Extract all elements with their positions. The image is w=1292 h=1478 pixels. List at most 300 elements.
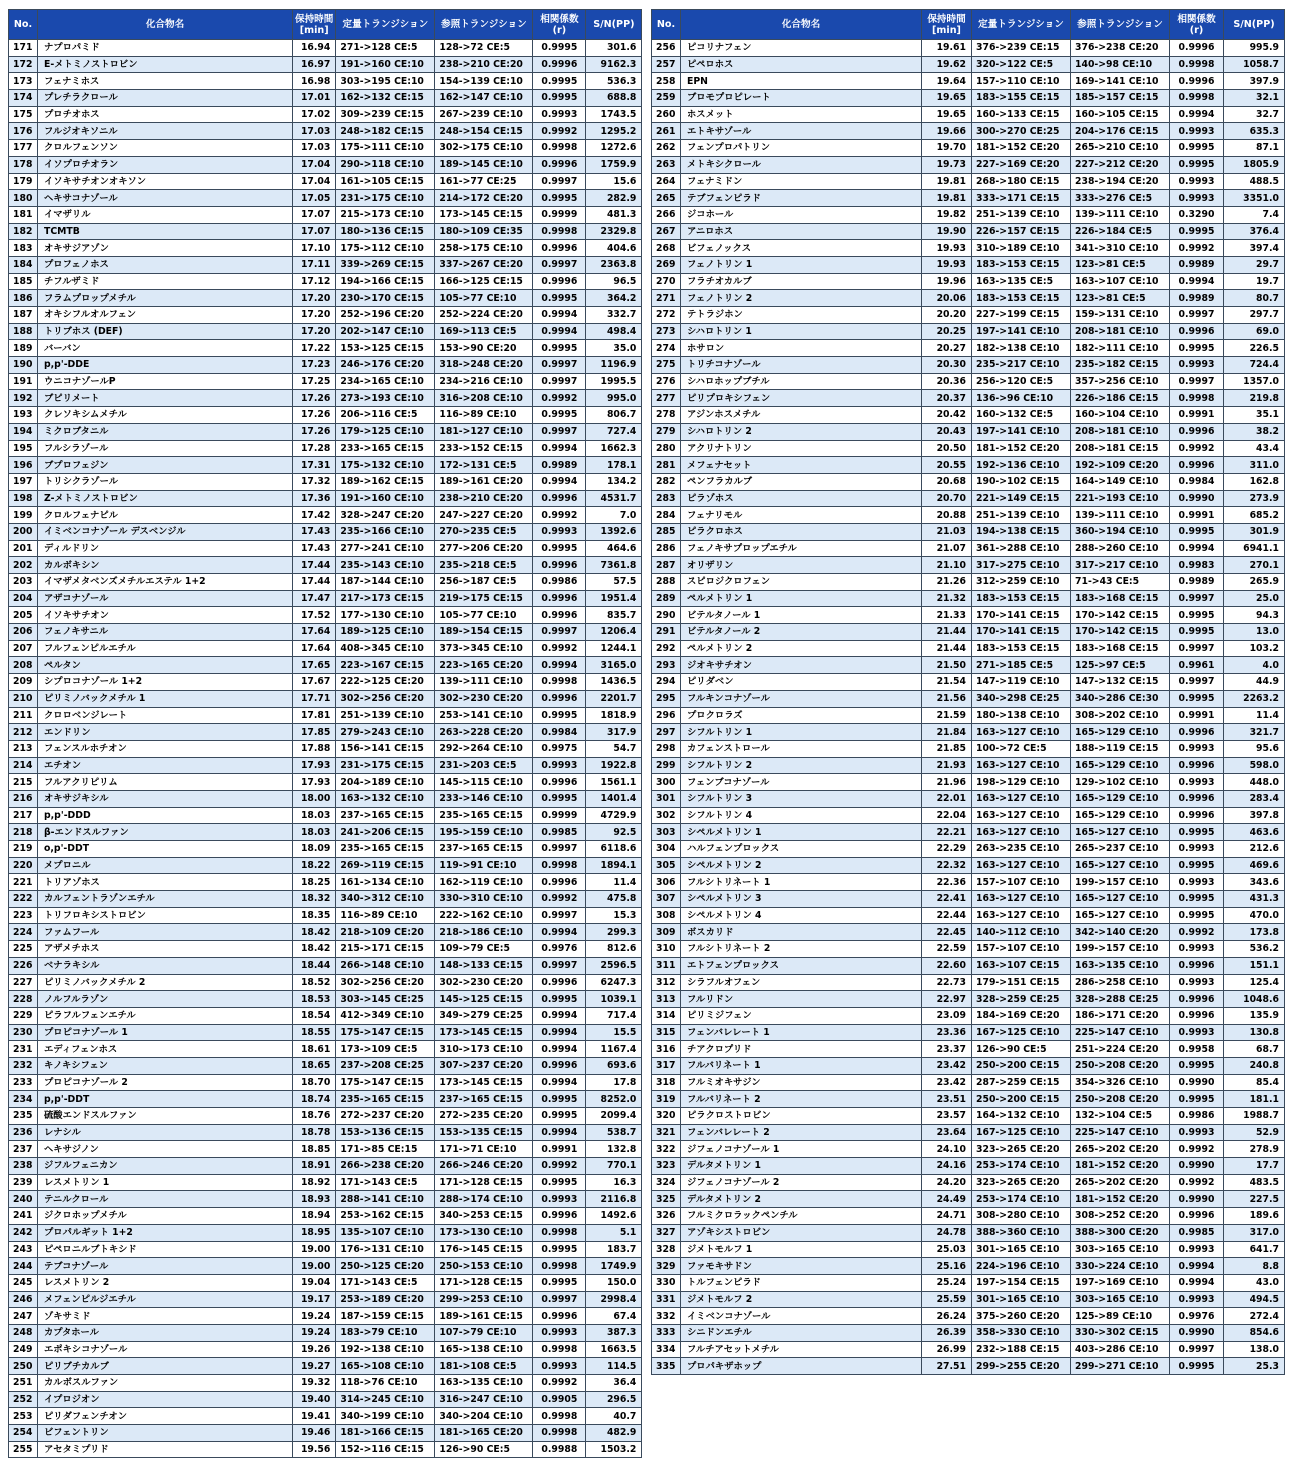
quant-transition: 135->107 CE:10 <box>336 1224 435 1241</box>
row-number: 264 <box>652 173 681 190</box>
correlation-coefficient: 0.9995 <box>533 407 586 424</box>
ref-transition: 272->235 CE:20 <box>435 1108 533 1125</box>
table-row <box>652 390 1285 407</box>
retention-time: 19.65 <box>922 90 972 107</box>
compound-name: ボスカリド <box>681 924 922 941</box>
quant-transition: 204->189 CE:10 <box>336 774 435 791</box>
correlation-coefficient: 0.9905 <box>533 1391 586 1408</box>
retention-time: 20.27 <box>922 340 972 357</box>
correlation-coefficient: 0.9997 <box>533 256 586 273</box>
quant-transition: 235->165 CE:15 <box>336 1091 435 1108</box>
row-number: 208 <box>9 657 38 674</box>
quant-transition: 333->171 CE:15 <box>972 190 1071 207</box>
retention-time: 19.04 <box>293 1274 336 1291</box>
table-row <box>652 156 1285 173</box>
retention-time: 17.01 <box>293 90 336 107</box>
correlation-coefficient: 0.9993 <box>533 523 586 540</box>
compound-name: プロチオホス <box>38 106 293 123</box>
table-row <box>9 523 642 540</box>
row-number: 199 <box>9 507 38 524</box>
correlation-coefficient: 0.9995 <box>533 1091 586 1108</box>
table-row <box>652 56 1285 73</box>
row-number: 177 <box>9 140 38 157</box>
row-number: 323 <box>652 1158 681 1175</box>
ref-transition: 139->111 CE:10 <box>1071 206 1170 223</box>
retention-time: 22.41 <box>922 891 972 908</box>
signal-to-noise: 463.6 <box>1224 824 1285 841</box>
row-number: 283 <box>652 490 681 507</box>
retention-time: 19.64 <box>922 73 972 90</box>
quant-transition: 171->85 CE:15 <box>336 1141 435 1158</box>
ref-transition: 153->135 CE:15 <box>435 1124 533 1141</box>
table-row <box>9 106 642 123</box>
retention-time: 23.51 <box>922 1091 972 1108</box>
table-row <box>652 807 1285 824</box>
signal-to-noise: 2099.4 <box>586 1108 642 1125</box>
quant-transition: 303->195 CE:10 <box>336 73 435 90</box>
compound-name: ビテルタノール 2 <box>681 624 922 641</box>
row-number: 220 <box>9 857 38 874</box>
compound-name: ジクロホップメチル <box>38 1208 293 1225</box>
quant-transition: 187->159 CE:15 <box>336 1308 435 1325</box>
row-number: 320 <box>652 1108 681 1125</box>
header-corr-line2: (r) <box>552 24 567 36</box>
quant-transition: 163->127 CE:10 <box>972 790 1071 807</box>
retention-time: 19.90 <box>922 223 972 240</box>
compound-name: エトキサゾール <box>681 123 922 140</box>
correlation-coefficient: 0.9995 <box>1170 1057 1224 1074</box>
correlation-coefficient: 0.9995 <box>533 1174 586 1191</box>
retention-time: 25.03 <box>922 1241 972 1258</box>
correlation-coefficient: 0.9996 <box>533 240 586 257</box>
ref-transition: 208->181 CE:10 <box>1071 423 1170 440</box>
correlation-coefficient: 0.9997 <box>533 357 586 374</box>
row-number: 214 <box>9 757 38 774</box>
row-number: 244 <box>9 1258 38 1275</box>
row-number: 195 <box>9 440 38 457</box>
header-rt-line2: [min] <box>932 24 961 36</box>
correlation-coefficient: 0.9995 <box>1170 523 1224 540</box>
row-number: 228 <box>9 991 38 1008</box>
table-row <box>9 607 642 624</box>
ref-transition: 169->141 CE:10 <box>1071 73 1170 90</box>
signal-to-noise: 297.7 <box>1224 307 1285 324</box>
correlation-coefficient: 0.9995 <box>1170 824 1224 841</box>
ref-transition: 165->127 CE:10 <box>1071 907 1170 924</box>
row-number: 171 <box>9 40 38 57</box>
table-row <box>9 1358 642 1375</box>
ref-transition: 288->174 CE:10 <box>435 1191 533 1208</box>
compound-name: フルリドン <box>681 991 922 1008</box>
row-number: 186 <box>9 290 38 307</box>
quant-transition: 100->72 CE:5 <box>972 740 1071 757</box>
header-corr-line2: (r) <box>1189 24 1204 36</box>
retention-time: 19.17 <box>293 1291 336 1308</box>
compound-name: フラムプロップメチル <box>38 290 293 307</box>
row-number: 305 <box>652 857 681 874</box>
signal-to-noise: 32.1 <box>1224 90 1285 107</box>
ref-transition: 265->202 CE:20 <box>1071 1141 1170 1158</box>
compound-name: クロルフェナピル <box>38 507 293 524</box>
signal-to-noise: 272.4 <box>1224 1308 1285 1325</box>
retention-time: 18.70 <box>293 1074 336 1091</box>
compound-name: メフェナセット <box>681 457 922 474</box>
table-row <box>9 1007 642 1024</box>
signal-to-noise: 240.8 <box>1224 1057 1285 1074</box>
ref-transition: 310->173 CE:10 <box>435 1041 533 1058</box>
retention-time: 18.85 <box>293 1141 336 1158</box>
quant-transition: 191->160 CE:10 <box>336 490 435 507</box>
table-row <box>9 73 642 90</box>
retention-time: 20.43 <box>922 423 972 440</box>
quant-transition: 180->138 CE:10 <box>972 707 1071 724</box>
table-row <box>9 724 642 741</box>
table-row <box>9 240 642 257</box>
row-number: 225 <box>9 941 38 958</box>
retention-time: 17.07 <box>293 223 336 240</box>
quant-transition: 235->165 CE:15 <box>336 841 435 858</box>
correlation-coefficient: 0.9995 <box>533 540 586 557</box>
compound-name: チフルザミド <box>38 273 293 290</box>
table-body-right <box>652 40 1285 1375</box>
correlation-coefficient: 0.9998 <box>533 1258 586 1275</box>
signal-to-noise: 641.7 <box>1224 1241 1285 1258</box>
signal-to-noise: 282.9 <box>586 190 642 207</box>
retention-time: 17.11 <box>293 256 336 273</box>
ref-transition: 197->169 CE:10 <box>1071 1274 1170 1291</box>
row-number: 245 <box>9 1274 38 1291</box>
table-row <box>9 440 642 457</box>
signal-to-noise: 19.7 <box>1224 273 1285 290</box>
table-row <box>9 1274 642 1291</box>
compound-name: レスメトリン 2 <box>38 1274 293 1291</box>
row-number: 193 <box>9 407 38 424</box>
retention-time: 19.24 <box>293 1324 336 1341</box>
table-row <box>652 557 1285 574</box>
ref-transition: 238->210 CE:20 <box>435 490 533 507</box>
retention-time: 23.37 <box>922 1041 972 1058</box>
signal-to-noise: 94.3 <box>1224 607 1285 624</box>
table-row <box>9 574 642 591</box>
compound-name: ホサロン <box>681 340 922 357</box>
table-row <box>9 774 642 791</box>
row-number: 185 <box>9 273 38 290</box>
table-row <box>652 1124 1285 1141</box>
ref-transition: 316->247 CE:10 <box>435 1391 533 1408</box>
ref-transition: 171->71 CE:10 <box>435 1141 533 1158</box>
signal-to-noise: 87.1 <box>1224 140 1285 157</box>
compound-name: エポキシコナゾール <box>38 1341 293 1358</box>
quant-transition: 206->116 CE:5 <box>336 407 435 424</box>
row-number: 204 <box>9 590 38 607</box>
quant-transition: 226->157 CE:15 <box>972 223 1071 240</box>
row-number: 194 <box>9 423 38 440</box>
row-number: 197 <box>9 473 38 490</box>
ref-transition: 233->146 CE:10 <box>435 790 533 807</box>
compound-name: テトラジホン <box>681 307 922 324</box>
signal-to-noise: 134.2 <box>586 473 642 490</box>
quant-transition: 308->280 CE:10 <box>972 1208 1071 1225</box>
correlation-coefficient: 0.9995 <box>533 73 586 90</box>
correlation-coefficient: 0.9996 <box>533 607 586 624</box>
correlation-coefficient: 0.9997 <box>1170 373 1224 390</box>
compound-name: カルフェントラゾンエチル <box>38 891 293 908</box>
retention-time: 20.30 <box>922 357 972 374</box>
compound-name: カフェンストロール <box>681 740 922 757</box>
correlation-coefficient: 0.9992 <box>1170 1141 1224 1158</box>
correlation-coefficient: 0.9992 <box>1170 240 1224 257</box>
table-row <box>9 156 642 173</box>
row-number: 288 <box>652 574 681 591</box>
retention-time: 23.64 <box>922 1124 972 1141</box>
table-row <box>652 1158 1285 1175</box>
row-number: 280 <box>652 440 681 457</box>
ref-transition: 337->267 CE:20 <box>435 256 533 273</box>
ref-transition: 302->230 CE:20 <box>435 690 533 707</box>
ref-transition: 170->142 CE:15 <box>1071 624 1170 641</box>
ref-transition: 188->119 CE:15 <box>1071 740 1170 757</box>
table-row <box>9 874 642 891</box>
compound-name: フェノトリン 2 <box>681 290 922 307</box>
table-row <box>652 357 1285 374</box>
ref-transition: 373->345 CE:10 <box>435 640 533 657</box>
table-row <box>9 1124 642 1141</box>
table-row <box>9 1425 642 1442</box>
ref-transition: 208->181 CE:15 <box>1071 440 1170 457</box>
correlation-coefficient: 0.9993 <box>1170 740 1224 757</box>
row-number: 268 <box>652 240 681 257</box>
signal-to-noise: 219.8 <box>1224 390 1285 407</box>
compound-name: ブロモプロピレート <box>681 90 922 107</box>
compound-name: シペルメトリン 3 <box>681 891 922 908</box>
correlation-coefficient: 0.9994 <box>533 473 586 490</box>
signal-to-noise: 227.5 <box>1224 1191 1285 1208</box>
row-number: 182 <box>9 223 38 240</box>
compound-name: プロフェノホス <box>38 256 293 273</box>
compound-name: シラフルオフェン <box>681 974 922 991</box>
row-number: 218 <box>9 824 38 841</box>
row-number: 322 <box>652 1141 681 1158</box>
correlation-coefficient: 0.9976 <box>1170 1308 1224 1325</box>
signal-to-noise: 181.1 <box>1224 1091 1285 1108</box>
signal-to-noise: 2116.8 <box>586 1191 642 1208</box>
table-row <box>652 1057 1285 1074</box>
correlation-coefficient: 0.9996 <box>1170 323 1224 340</box>
signal-to-noise: 2363.8 <box>586 256 642 273</box>
table-row <box>652 1274 1285 1291</box>
row-number: 246 <box>9 1291 38 1308</box>
correlation-coefficient: 0.9994 <box>533 307 586 324</box>
quant-transition: 253->174 CE:10 <box>972 1191 1071 1208</box>
row-number: 309 <box>652 924 681 941</box>
table-row <box>9 740 642 757</box>
retention-time: 22.01 <box>922 790 972 807</box>
retention-time: 22.73 <box>922 974 972 991</box>
signal-to-noise: 301.9 <box>1224 523 1285 540</box>
table-row <box>652 490 1285 507</box>
signal-to-noise: 15.5 <box>586 1024 642 1041</box>
quant-transition: 317->275 CE:10 <box>972 557 1071 574</box>
row-number: 250 <box>9 1358 38 1375</box>
quant-transition: 164->132 CE:10 <box>972 1108 1071 1125</box>
quant-transition: 163->107 CE:15 <box>972 957 1071 974</box>
table-row <box>9 540 642 557</box>
retention-time: 19.81 <box>922 173 972 190</box>
quant-transition: 180->136 CE:15 <box>336 223 435 240</box>
table-row <box>9 1041 642 1058</box>
quant-transition: 302->256 CE:20 <box>336 974 435 991</box>
compound-name: ピラフルフェンエチル <box>38 1007 293 1024</box>
retention-time: 18.32 <box>293 891 336 908</box>
retention-time: 18.52 <box>293 974 336 991</box>
signal-to-noise: 54.7 <box>586 740 642 757</box>
signal-to-noise: 25.3 <box>1224 1358 1285 1375</box>
retention-time: 21.33 <box>922 607 972 624</box>
correlation-coefficient: 0.9992 <box>533 123 586 140</box>
compound-name: フルキンコナゾール <box>681 690 922 707</box>
correlation-coefficient: 0.9995 <box>533 707 586 724</box>
compound-name: ペルメトリン 1 <box>681 590 922 607</box>
header-no: No. <box>9 10 38 40</box>
ref-transition: 161->77 CE:25 <box>435 173 533 190</box>
table-row <box>9 674 642 691</box>
quant-transition: 250->200 CE:15 <box>972 1091 1071 1108</box>
retention-time: 18.22 <box>293 857 336 874</box>
header-compound-name: 化合物名 <box>38 10 293 40</box>
ref-transition: 307->237 CE:20 <box>435 1057 533 1074</box>
table-row <box>9 1191 642 1208</box>
row-number: 242 <box>9 1224 38 1241</box>
ref-transition: 223->165 CE:20 <box>435 657 533 674</box>
compound-name: イソキサチオンオキソン <box>38 173 293 190</box>
row-number: 251 <box>9 1375 38 1392</box>
quant-transition: 157->107 CE:10 <box>972 941 1071 958</box>
compound-name: ジフェノコナゾール 2 <box>681 1174 922 1191</box>
row-number: 273 <box>652 323 681 340</box>
table-row <box>652 1208 1285 1225</box>
row-number: 287 <box>652 557 681 574</box>
header-correlation <box>533 10 586 40</box>
correlation-coefficient: 0.9997 <box>533 373 586 390</box>
quant-transition: 136->96 CE:10 <box>972 390 1071 407</box>
row-number: 189 <box>9 340 38 357</box>
row-number: 202 <box>9 557 38 574</box>
table-row <box>9 407 642 424</box>
retention-time: 19.27 <box>293 1358 336 1375</box>
compound-name: ピコリナフェン <box>681 40 922 57</box>
header-compound-name: 化合物名 <box>681 10 922 40</box>
row-number: 206 <box>9 624 38 641</box>
retention-time: 22.32 <box>922 857 972 874</box>
quant-transition: 361->288 CE:10 <box>972 540 1071 557</box>
compound-name: イミベンコナゾール デスベンジル <box>38 523 293 540</box>
ref-transition: 199->157 CE:10 <box>1071 941 1170 958</box>
compound-name: ウニコナゾールP <box>38 373 293 390</box>
compound-name: デルタメトリン 2 <box>681 1191 922 1208</box>
signal-to-noise: 536.2 <box>1224 941 1285 958</box>
quant-transition: 233->165 CE:15 <box>336 440 435 457</box>
correlation-coefficient: 0.9997 <box>1170 674 1224 691</box>
signal-to-noise: 130.8 <box>1224 1024 1285 1041</box>
ref-transition: 303->165 CE:10 <box>1071 1291 1170 1308</box>
ref-transition: 349->279 CE:25 <box>435 1007 533 1024</box>
row-number: 212 <box>9 724 38 741</box>
compound-name: テブフェンピラド <box>681 190 922 207</box>
table-row <box>652 891 1285 908</box>
quant-transition: 272->237 CE:20 <box>336 1108 435 1125</box>
table-row <box>652 206 1285 223</box>
ref-transition: 256->187 CE:5 <box>435 574 533 591</box>
ref-transition: 299->271 CE:10 <box>1071 1358 1170 1375</box>
row-number: 174 <box>9 90 38 107</box>
quant-transition: 323->265 CE:20 <box>972 1141 1071 1158</box>
table-row <box>9 1091 642 1108</box>
signal-to-noise: 464.6 <box>586 540 642 557</box>
quant-transition: 118->76 CE:10 <box>336 1375 435 1392</box>
signal-to-noise: 1196.9 <box>586 357 642 374</box>
quant-transition: 197->154 CE:15 <box>972 1274 1071 1291</box>
header-rt-line2: [min] <box>299 24 329 36</box>
row-number: 327 <box>652 1224 681 1241</box>
signal-to-noise: 296.5 <box>586 1391 642 1408</box>
retention-time: 18.03 <box>293 824 336 841</box>
quant-transition: 312->259 CE:10 <box>972 574 1071 591</box>
compound-name: TCMTB <box>38 223 293 240</box>
retention-time: 19.00 <box>293 1258 336 1275</box>
signal-to-noise: 43.0 <box>1224 1274 1285 1291</box>
ref-transition: 328->288 CE:25 <box>1071 991 1170 1008</box>
correlation-coefficient: 0.9998 <box>533 1425 586 1442</box>
correlation-coefficient: 0.9975 <box>533 740 586 757</box>
ref-transition: 109->79 CE:5 <box>435 941 533 958</box>
row-number: 205 <box>9 607 38 624</box>
signal-to-noise: 7.0 <box>586 507 642 524</box>
compound-name: キノキシフェン <box>38 1057 293 1074</box>
table-row <box>652 740 1285 757</box>
compound-name: ジオキサチオン <box>681 657 922 674</box>
signal-to-noise: 8252.0 <box>586 1091 642 1108</box>
ref-transition: 148->133 CE:15 <box>435 957 533 974</box>
signal-to-noise: 5.1 <box>586 1224 642 1241</box>
quant-transition: 251->139 CE:10 <box>972 507 1071 524</box>
quant-transition: 163->127 CE:10 <box>972 891 1071 908</box>
retention-time: 21.85 <box>922 740 972 757</box>
compound-name: β-エンドスルファン <box>38 824 293 841</box>
compound-name: イマザリル <box>38 206 293 223</box>
signal-to-noise: 470.0 <box>1224 907 1285 924</box>
quant-transition: 241->206 CE:15 <box>336 824 435 841</box>
signal-to-noise: 635.3 <box>1224 123 1285 140</box>
table-row <box>9 790 642 807</box>
table-row <box>9 357 642 374</box>
quant-transition: 234->165 CE:10 <box>336 373 435 390</box>
signal-to-noise: 138.0 <box>1224 1341 1285 1358</box>
table-row <box>9 640 642 657</box>
retention-time: 17.20 <box>293 323 336 340</box>
compound-name: ナプロパミド <box>38 40 293 57</box>
row-number: 313 <box>652 991 681 1008</box>
retention-time: 20.42 <box>922 407 972 424</box>
header-ref-transition: 参照トランジション <box>1071 10 1170 40</box>
retention-time: 17.44 <box>293 557 336 574</box>
quant-transition: 358->330 CE:10 <box>972 1324 1071 1341</box>
compound-name: ピリミジフェン <box>681 1007 922 1024</box>
quant-transition: 314->245 CE:10 <box>336 1391 435 1408</box>
row-number: 312 <box>652 974 681 991</box>
table-row <box>9 941 642 958</box>
quant-transition: 253->189 CE:20 <box>336 1291 435 1308</box>
compound-name: プレチラクロール <box>38 90 293 107</box>
